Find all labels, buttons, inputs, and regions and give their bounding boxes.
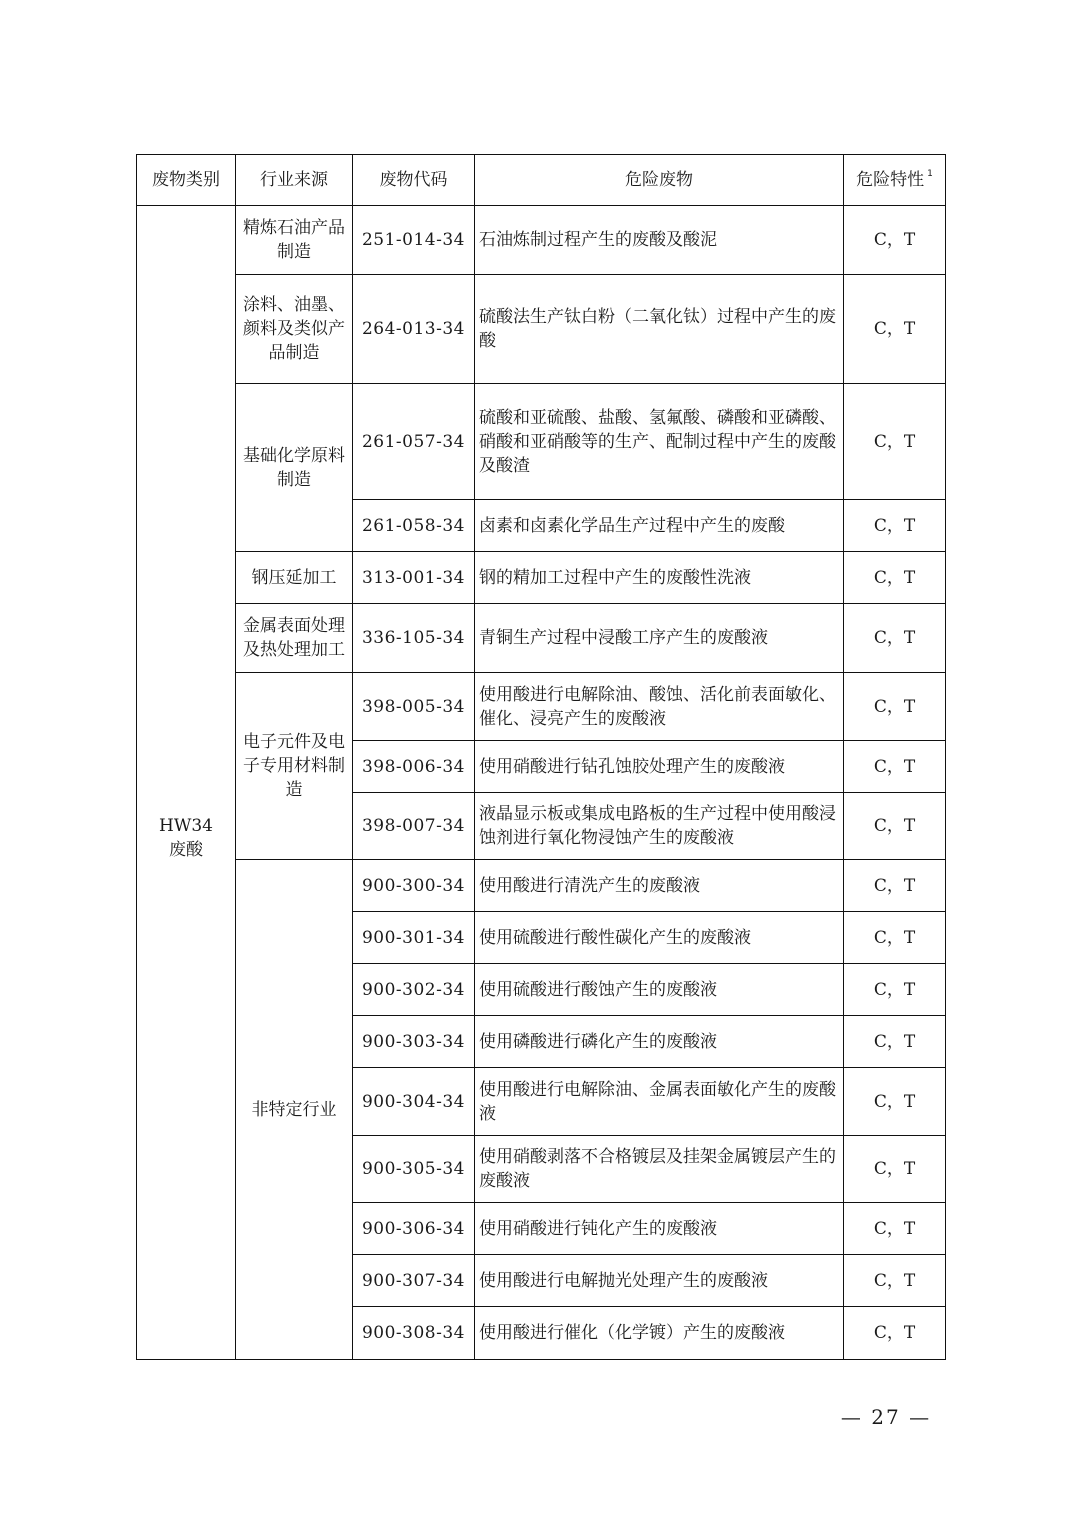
industry-cell: 钢压延加工	[236, 552, 353, 604]
hazard-characteristic-cell: C，T	[844, 793, 946, 860]
waste-description-cell: 卤素和卤素化学品生产过程中产生的废酸	[475, 500, 844, 552]
waste-description-cell: 使用酸进行催化（化学镀）产生的废酸液	[475, 1307, 844, 1360]
waste-code-cell: 336-105-34	[353, 604, 475, 673]
waste-code-cell: 900-305-34	[353, 1136, 475, 1203]
waste-code-cell: 900-301-34	[353, 912, 475, 964]
waste-code-cell: 313-001-34	[353, 552, 475, 604]
waste-description-cell: 使用酸进行清洗产生的废酸液	[475, 860, 844, 912]
footnote-marker: 1	[927, 169, 933, 179]
table-row	[137, 673, 946, 741]
waste-code-cell: 398-007-34	[353, 793, 475, 860]
hazard-characteristic-cell: C，T	[844, 860, 946, 912]
industry-cell: 非特定行业	[236, 860, 353, 1360]
waste-code-cell: 264-013-34	[353, 275, 475, 384]
waste-description-cell: 使用硝酸剥落不合格镀层及挂架金属镀层产生的废酸液	[475, 1136, 844, 1203]
waste-code-cell: 900-302-34	[353, 964, 475, 1016]
waste-code-cell: 900-306-34	[353, 1203, 475, 1255]
waste-description-cell: 硫酸法生产钛白粉（二氧化钛）过程中产生的废酸	[475, 275, 844, 384]
waste-description-cell: 使用酸进行电解除油、酸蚀、活化前表面敏化、催化、浸亮产生的废酸液	[475, 673, 844, 741]
waste-code-cell: 900-304-34	[353, 1068, 475, 1136]
table-row	[137, 384, 946, 500]
waste-code-cell: 900-300-34	[353, 860, 475, 912]
table-row	[137, 275, 946, 384]
header-hazard-label: 危险特性	[856, 170, 925, 190]
hazard-characteristic-cell: C，T	[844, 1136, 946, 1203]
hazardous-waste-table	[136, 154, 946, 1360]
table-row	[137, 860, 946, 912]
industry-cell: 金属表面处理及热处理加工	[236, 604, 353, 673]
waste-description-cell: 使用硝酸进行钝化产生的废酸液	[475, 1203, 844, 1255]
table-row	[137, 604, 946, 673]
table-row	[137, 206, 946, 275]
hazard-characteristic-cell: C，T	[844, 741, 946, 793]
waste-description-cell: 使用磷酸进行磷化产生的废酸液	[475, 1016, 844, 1068]
hazard-characteristic-cell: C，T	[844, 673, 946, 741]
waste-description-cell: 使用酸进行电解除油、金属表面敏化产生的废酸液	[475, 1068, 844, 1136]
hazard-characteristic-cell: C，T	[844, 1016, 946, 1068]
waste-description-cell: 使用硫酸进行酸蚀产生的废酸液	[475, 964, 844, 1016]
hazard-characteristic-cell: C，T	[844, 1068, 946, 1136]
category-cell: HW34 废酸	[137, 206, 236, 1360]
waste-code-cell: 900-307-34	[353, 1255, 475, 1307]
hazard-characteristic-cell: C，T	[844, 604, 946, 673]
waste-code-cell: 261-057-34	[353, 384, 475, 500]
waste-description-cell: 石油炼制过程产生的废酸及酸泥	[475, 206, 844, 275]
hazard-characteristic-cell: C，T	[844, 912, 946, 964]
header-code: 废物代码	[353, 155, 475, 206]
waste-code-cell: 261-058-34	[353, 500, 475, 552]
waste-description-cell: 钢的精加工过程中产生的废酸性洗液	[475, 552, 844, 604]
table-header-row	[137, 155, 946, 206]
waste-description-cell: 液晶显示板或集成电路板的生产过程中使用酸浸蚀剂进行氧化物浸蚀产生的废酸液	[475, 793, 844, 860]
hazard-characteristic-cell: C，T	[844, 964, 946, 1016]
waste-description-cell: 硫酸和亚硫酸、盐酸、氢氟酸、磷酸和亚磷酸、硝酸和亚硝酸等的生产、配制过程中产生的废酸及酸渣	[475, 384, 844, 500]
industry-cell: 精炼石油产品制造	[236, 206, 353, 275]
table-row	[137, 552, 946, 604]
header-hazard	[844, 155, 946, 206]
hazard-characteristic-cell: C，T	[844, 275, 946, 384]
waste-description-cell: 青铜生产过程中浸酸工序产生的废酸液	[475, 604, 844, 673]
hazard-characteristic-cell: C，T	[844, 552, 946, 604]
waste-code-cell: 251-014-34	[353, 206, 475, 275]
page-number: — 27 —	[840, 1405, 932, 1429]
header-category: 废物类别	[137, 155, 236, 206]
hazard-characteristic-cell: C，T	[844, 1307, 946, 1360]
hazard-characteristic-cell: C，T	[844, 500, 946, 552]
industry-cell: 基础化学原料制造	[236, 384, 353, 552]
hazard-characteristic-cell: C，T	[844, 384, 946, 500]
header-waste: 危险废物	[475, 155, 844, 206]
hazard-characteristic-cell: C，T	[844, 1255, 946, 1307]
hazard-characteristic-cell: C，T	[844, 206, 946, 275]
waste-code-cell: 398-005-34	[353, 673, 475, 741]
waste-description-cell: 使用酸进行电解抛光处理产生的废酸液	[475, 1255, 844, 1307]
waste-code-cell: 398-006-34	[353, 741, 475, 793]
industry-cell: 涂料、油墨、颜料及类似产品制造	[236, 275, 353, 384]
waste-code-cell: 900-308-34	[353, 1307, 475, 1360]
waste-description-cell: 使用硝酸进行钻孔蚀胶处理产生的废酸液	[475, 741, 844, 793]
waste-description-cell: 使用硫酸进行酸性碳化产生的废酸液	[475, 912, 844, 964]
industry-cell: 电子元件及电子专用材料制造	[236, 673, 353, 860]
waste-code-cell: 900-303-34	[353, 1016, 475, 1068]
hazard-characteristic-cell: C，T	[844, 1203, 946, 1255]
header-industry: 行业来源	[236, 155, 353, 206]
